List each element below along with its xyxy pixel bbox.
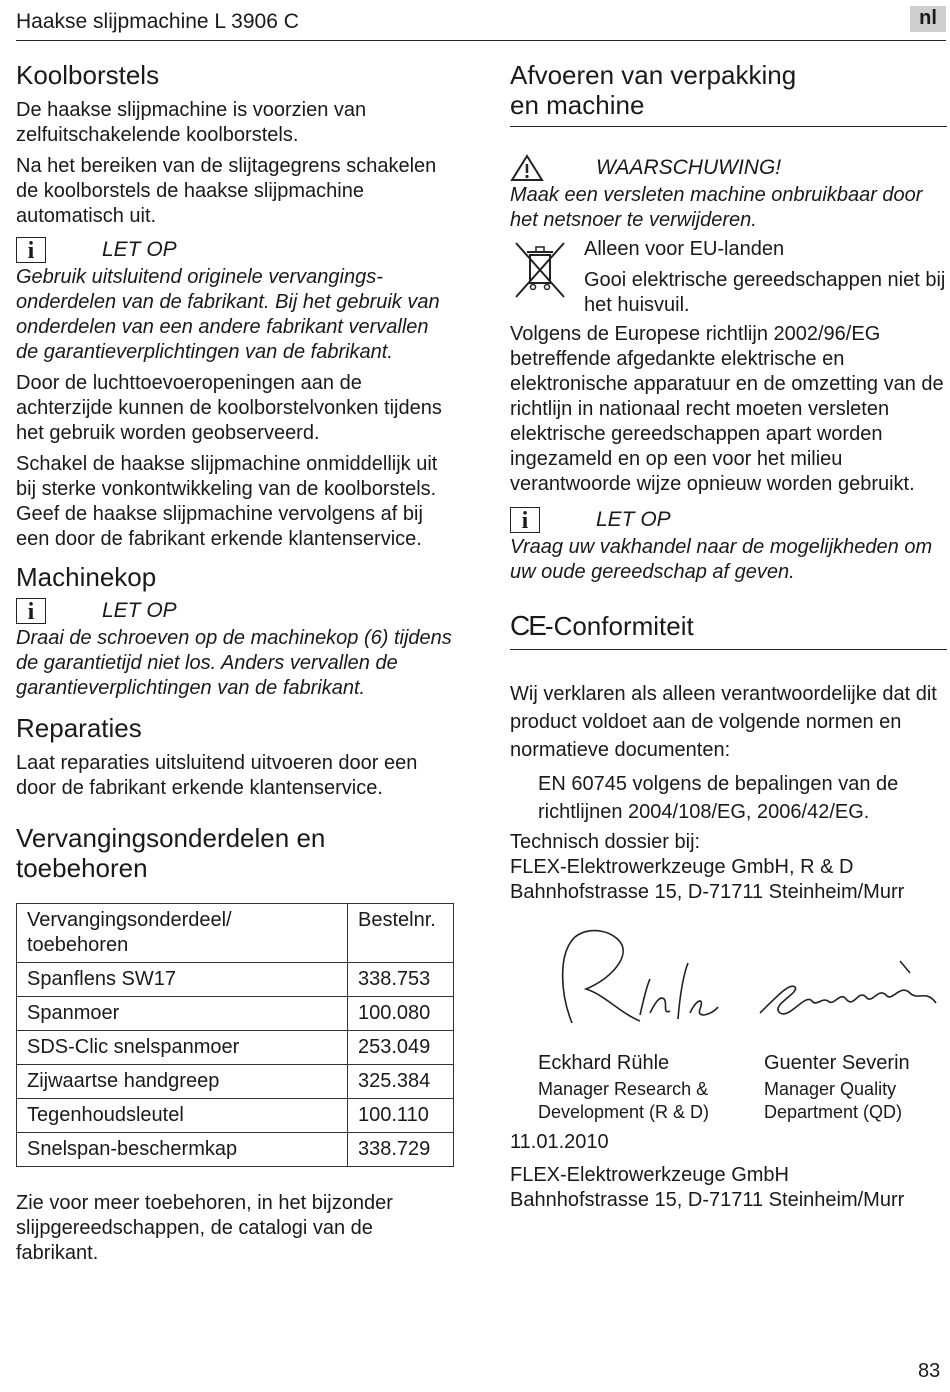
parts-table bbox=[16, 903, 454, 1167]
standard-reference: EN 60745 volgens de bepalingen van de richtlijnen 2004/108/EG, 2006/42/EG. bbox=[538, 773, 899, 823]
table-cell: 100.110 bbox=[348, 1099, 454, 1133]
notice-label: LET OP bbox=[102, 599, 177, 622]
paragraph: Na het bereiken van de slijtagegrens schakelen de koolborstels de haakse slijpmachine automatisch uit. bbox=[16, 155, 437, 227]
paragraph: Volgens de Europese richtlijn 2002/96/EG betreffende afgedankte elektrische en elektronische apparatuur en de omzetting van de richtlijn in nationaal recht moeten versleten elektrische gereedschappen apart worden ingezameld en op een voor het milieu verantwoorde wijze opnieuw worden gebruikt. bbox=[510, 323, 944, 495]
info-icon: i bbox=[16, 237, 46, 263]
section-reparaties bbox=[16, 713, 456, 801]
signature-block bbox=[510, 923, 947, 1051]
table-row bbox=[17, 963, 454, 997]
page-number: 83 bbox=[918, 1360, 941, 1382]
right-column bbox=[510, 60, 947, 1213]
table-cell: Tegenhoudsleutel bbox=[17, 1099, 348, 1133]
paragraph: De haakse slijpmachine is voorzien van zelfuitschakelende koolborstels. bbox=[16, 99, 367, 146]
notice-label: LET OP bbox=[596, 508, 671, 531]
table-cell: SDS-Clic snelspanmoer bbox=[17, 1031, 348, 1065]
signer-name: Eckhard Rühle bbox=[538, 1052, 670, 1074]
notice-header bbox=[16, 235, 456, 265]
table-cell: 325.384 bbox=[348, 1065, 454, 1099]
table-cell: Spanmoer bbox=[17, 997, 348, 1031]
section-machinekop bbox=[16, 562, 456, 701]
table-header-cell: Vervangingsonderdeel/ toebehoren bbox=[17, 904, 348, 963]
table-cell: Spanflens SW17 bbox=[17, 963, 348, 997]
table-row bbox=[17, 1065, 454, 1099]
info-icon: i bbox=[510, 507, 540, 533]
table-cell: 338.753 bbox=[348, 963, 454, 997]
table-row bbox=[17, 997, 454, 1031]
table-cell: Zijwaartse handgreep bbox=[17, 1065, 348, 1099]
notice-text: Gebruik uitsluitend originele vervangings-onderdelen van de fabrikant. Bij het gebruik van onderdelen van een andere fabrikant vervallen de garantieverplichtingen van de fabrikant. bbox=[16, 266, 440, 363]
section-heading: Reparaties bbox=[16, 713, 142, 743]
signature-severin bbox=[750, 953, 950, 1033]
section-heading: Vervangingsonderdelen en toebehoren bbox=[16, 823, 326, 883]
info-icon: i bbox=[16, 598, 46, 624]
section-heading: Machinekop bbox=[16, 562, 157, 592]
signer-role: Development (R & D) bbox=[538, 1102, 710, 1122]
signer-name: Guenter Severin bbox=[764, 1052, 910, 1074]
warning-triangle-icon bbox=[510, 154, 544, 182]
notice-text: Draai de schroeven op de machinekop (6) tijdens de garantietijd niet los. Anders vervallen de garantieverplichtingen van de fabrikant. bbox=[16, 627, 452, 699]
table-cell: 100.080 bbox=[348, 997, 454, 1031]
table-cell: Snelspan-beschermkap bbox=[17, 1133, 348, 1167]
notice-text: Vraag uw vakhandel naar de mogelijkheden om uw oude gereedschap af geven. bbox=[510, 536, 933, 583]
ce-mark: CE bbox=[510, 610, 545, 641]
eu-note: Alleen voor EU-landen bbox=[584, 238, 785, 260]
table-header-row bbox=[17, 904, 454, 963]
language-badge: nl bbox=[910, 6, 946, 32]
header-divider bbox=[16, 40, 946, 41]
eu-disposal-block bbox=[510, 237, 947, 318]
section-heading: Koolborstels bbox=[16, 60, 160, 90]
paragraph: Schakel de haakse slijpmachine onmiddellijk uit bij sterke vonkontwikkeling van de koolborstels. Geef de haakse slijpmachine vervolgens af bij een door de fabrikant erkende klantenservice. bbox=[16, 453, 438, 550]
signer-role: Manager Research & bbox=[538, 1079, 709, 1099]
table-cell: 253.049 bbox=[348, 1031, 454, 1065]
dossier-line: FLEX-Elektrowerkzeuge GmbH, R & D bbox=[510, 856, 854, 878]
section-conformiteit bbox=[510, 611, 947, 1213]
notice-header bbox=[510, 505, 947, 535]
eu-note: Gooi elektrische gereedschappen niet bij het huisvuil. bbox=[584, 269, 946, 316]
dossier-line: Technisch dossier bij: bbox=[510, 831, 701, 853]
dossier-line: Bahnhofstrasse 15, D-71711 Steinheim/Murr bbox=[510, 881, 905, 903]
document-title: Haakse slijpmachine L 3906 C bbox=[16, 10, 299, 33]
crossed-bin-icon bbox=[510, 237, 570, 303]
signer-severin bbox=[764, 1051, 910, 1124]
left-column bbox=[16, 60, 456, 1266]
section-divider bbox=[510, 126, 947, 127]
signer-role: Department (QD) bbox=[764, 1102, 903, 1122]
section-afvoeren bbox=[510, 60, 947, 585]
section-divider bbox=[510, 649, 947, 650]
table-row bbox=[17, 1031, 454, 1065]
signer-role: Manager Quality bbox=[764, 1079, 897, 1099]
table-row bbox=[17, 1133, 454, 1167]
paragraph: Door de luchttoevoeropeningen aan de achterzijde kunnen de koolborstelvonken tijdens het gebruik worden geobserveerd. bbox=[16, 372, 442, 444]
section-vervangingsonderdelen bbox=[16, 823, 456, 1266]
company-address: Bahnhofstrasse 15, D-71711 Steinheim/Murr bbox=[510, 1189, 905, 1211]
signer-ruehle bbox=[538, 1051, 764, 1124]
section-heading: Afvoeren van verpakking en machine bbox=[510, 60, 797, 120]
warning-header bbox=[510, 153, 947, 183]
notice-label: LET OP bbox=[102, 238, 177, 261]
warning-label: WAARSCHUWING! bbox=[596, 156, 782, 179]
table-header-cell: Bestelnr. bbox=[348, 904, 454, 963]
table-cell: 338.729 bbox=[348, 1133, 454, 1167]
table-row bbox=[17, 1099, 454, 1133]
section-heading: CE-Conformiteit bbox=[510, 610, 694, 641]
warning-text: Maak een versleten machine onbruikbaar door het netsnoer te verwijderen. bbox=[510, 184, 923, 231]
notice-header bbox=[16, 596, 456, 626]
paragraph: Laat reparaties uitsluitend uitvoeren door een door de fabrikant erkende klantenservice. bbox=[16, 752, 418, 799]
declaration-date: 11.01.2010 bbox=[510, 1131, 609, 1153]
signature-ruehle bbox=[530, 923, 730, 1035]
section-koolborstels bbox=[16, 60, 456, 552]
paragraph: Wij verklaren als alleen verantwoordelijke dat dit product voldoet aan de volgende normen en normatieve documenten: bbox=[510, 683, 937, 761]
company-name: FLEX-Elektrowerkzeuge GmbH bbox=[510, 1164, 789, 1186]
paragraph: Zie voor meer toebehoren, in het bijzonder slijpgereedschappen, de catalogi van de fabrikant. bbox=[16, 1192, 393, 1264]
signers bbox=[510, 1051, 947, 1124]
